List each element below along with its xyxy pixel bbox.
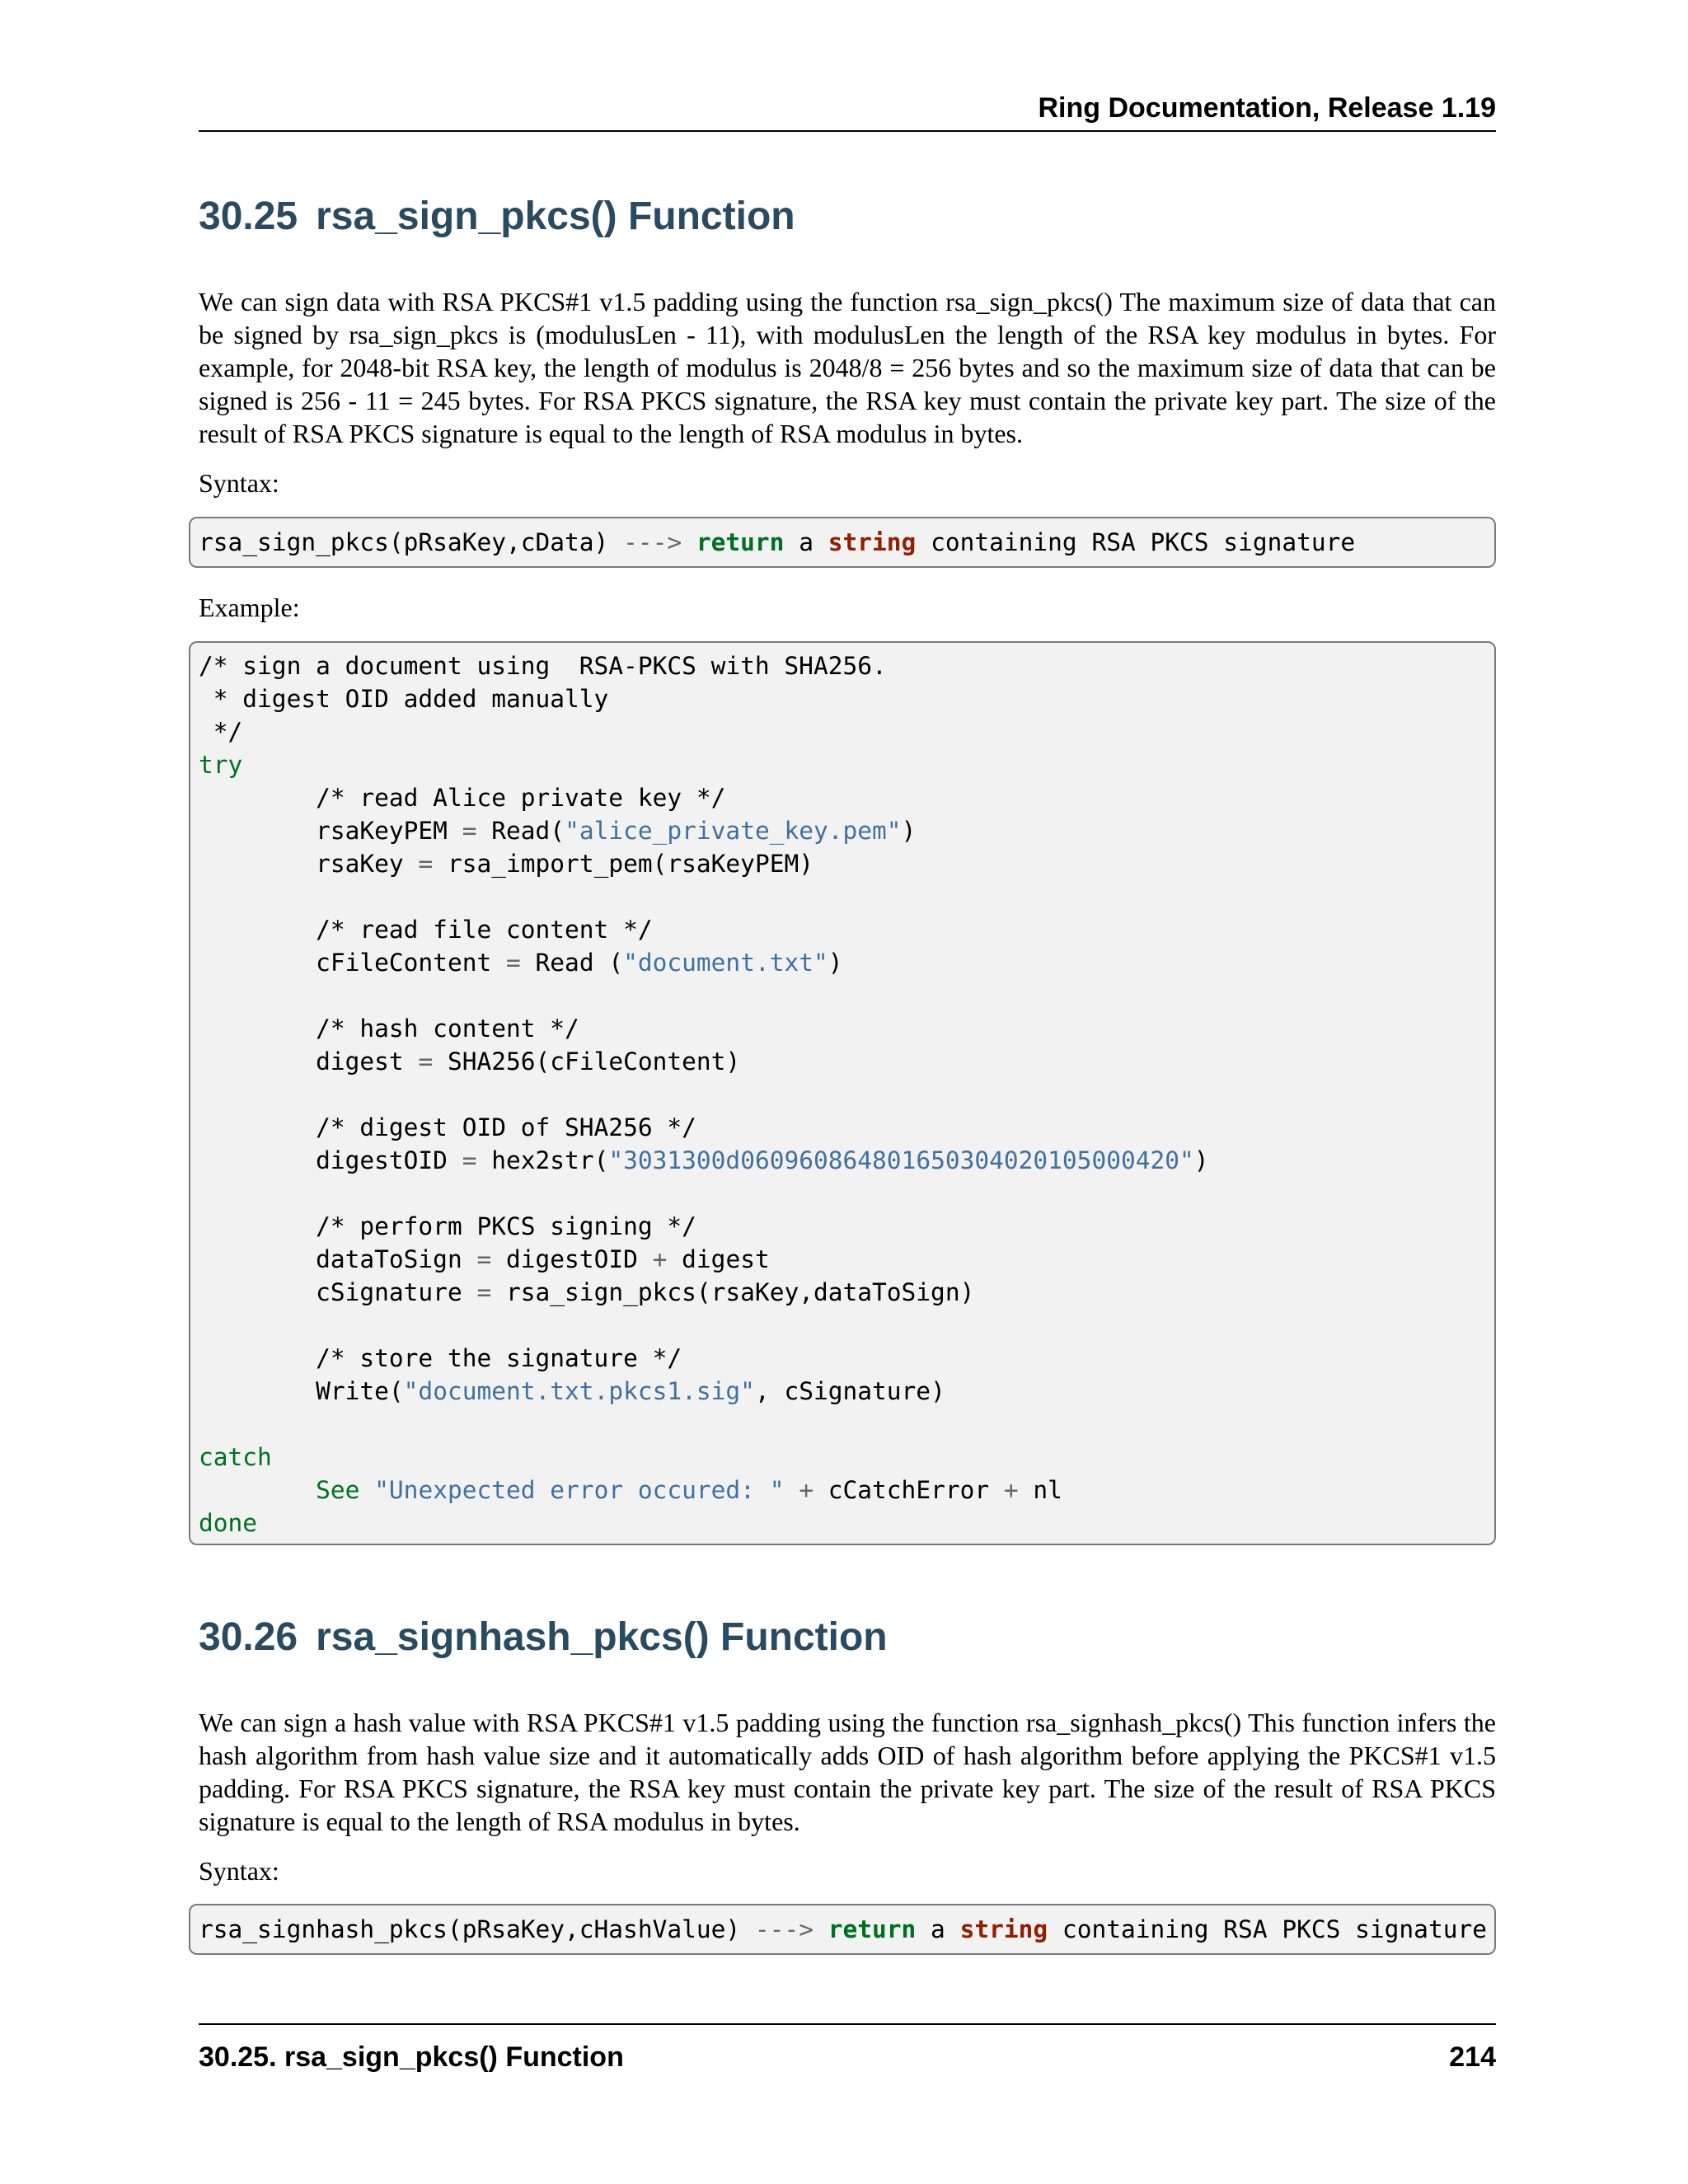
section-heading [199, 1613, 1496, 1662]
code-line [199, 682, 1486, 715]
code-text: rsa_signhash_pkcs(pRsaKey,cHashValue) [199, 1915, 755, 1943]
code-line [199, 1408, 1486, 1441]
code-line [199, 649, 1486, 682]
code-call: SHA256(cFileContent) [447, 1047, 741, 1076]
code-arrow: ---> [754, 1915, 814, 1943]
code-line [199, 1078, 1486, 1111]
page-header [199, 92, 1496, 132]
code-identifier: digestOID [316, 1146, 448, 1174]
section-heading [199, 192, 1496, 241]
section-title: rsa_signhash_pkcs() Function [316, 1615, 888, 1659]
code-call: Read( [491, 817, 565, 845]
code-comment: /* digest OID of SHA256 */ [316, 1113, 696, 1141]
code-string: "alice_private_key.pem" [565, 817, 902, 845]
code-text: containing RSA PKCS signature [1048, 1915, 1487, 1943]
syntax-code-block [189, 1904, 1496, 1955]
code-comment: /* read file content */ [316, 916, 653, 944]
code-identifier: dataToSign [316, 1245, 462, 1273]
code-identifier: cFileContent [316, 949, 492, 977]
code-line [199, 913, 1486, 946]
code-call: rsa_sign_pkcs(rsaKey,dataToSign) [506, 1278, 975, 1306]
section1-example-label-wrap [199, 591, 1496, 624]
code-line [199, 1111, 1486, 1144]
code-identifier: digest [682, 1245, 770, 1273]
code-comment: /* perform PKCS signing */ [316, 1212, 696, 1240]
code-line: digestOID = hex2str("3031300d060960864801650304020105000420") [316, 1146, 1209, 1174]
code-line [199, 979, 1486, 1012]
code-comment: /* hash content */ [316, 1015, 579, 1043]
code-text: containing RSA PKCS signature [916, 528, 1356, 556]
code-identifier: rsaKeyPEM [316, 817, 448, 845]
code-identifier: digest [316, 1047, 404, 1076]
code-comment: /* store the signature */ [316, 1344, 682, 1372]
code-line [199, 715, 1486, 748]
code-comment: /* read Alice private key */ [316, 784, 726, 812]
code-call: Read ( [535, 949, 624, 977]
code-line: cSignature = rsa_sign_pkcs(rsaKey,dataToSign) [316, 1278, 975, 1306]
code-line [199, 781, 1486, 814]
code-comment: */ [199, 718, 243, 746]
code-string: "document.txt.pkcs1.sig" [403, 1377, 755, 1405]
code-arrow: ---> [623, 528, 682, 556]
code-identifier: rsaKey [316, 850, 404, 878]
code-line [199, 748, 1486, 781]
code-line [199, 1342, 1486, 1375]
code-line: dataToSign = digestOID + digest [316, 1245, 770, 1273]
code-line: cFileContent = Read ("document.txt") [316, 949, 843, 977]
syntax-label: Syntax: [199, 468, 279, 498]
syntax-code-block [189, 517, 1496, 568]
document-title: Ring Documentation, Release 1.19 [1038, 92, 1496, 124]
code-line [199, 1507, 1486, 1540]
code-keyword: done [199, 1509, 258, 1537]
code-string: "3031300d060960864801650304020105000420" [608, 1146, 1194, 1174]
code-comment: /* sign a document using RSA-PKCS with SHA256. [199, 652, 887, 680]
section2-syntax-label-wrap [199, 1854, 1496, 1887]
code-line: digest = SHA256(cFileContent) [316, 1047, 741, 1076]
section1-syntax-label-wrap [199, 466, 1496, 499]
code-type: string [828, 528, 917, 556]
section1-description [199, 285, 1496, 450]
page-footer [199, 2023, 1496, 2074]
code-identifier: cCatchError [828, 1476, 990, 1504]
code-line: rsaKey = rsa_import_pem(rsaKeyPEM) [316, 850, 814, 878]
code-call: rsa_import_pem(rsaKeyPEM) [447, 850, 814, 878]
code-call: Write( [316, 1377, 404, 1405]
code-line: See "Unexpected error occured: " + cCatchError + nl [316, 1476, 1062, 1504]
code-line: rsaKeyPEM = Read("alice_private_key.pem") [316, 817, 917, 845]
code-line [199, 1375, 1486, 1408]
code-text: , cSignature) [754, 1377, 945, 1405]
code-call: hex2str( [491, 1146, 609, 1174]
code-comment: * digest OID added manually [199, 685, 609, 713]
section-number: 30.26 [199, 1615, 298, 1659]
section1-paragraph: We can sign data with RSA PKCS#1 v1.5 padding using the function rsa_sign_pkcs() The maximum size of data that can be signed by rsa_sign_pkcs is (modulusLen - 11), with modulusLen the length of the RSA key modulus in bytes. For example, for 2048-bit RSA key, the length of modulus is 2048/8 = 256 bytes and so the maximum size of data that can be signed is 256 - 11 = 245 bytes. For RSA PKCS signature, the RSA key must contain the private key part. The size of the result of RSA PKCS signature is equal to the length of RSA modulus in bytes. [199, 287, 1496, 448]
code-keyword: return [696, 528, 785, 556]
code-line [199, 1012, 1486, 1045]
code-text: rsa_sign_pkcs(pRsaKey,cData) [199, 528, 624, 556]
section-title: rsa_sign_pkcs() Function [316, 194, 795, 238]
code-line [199, 880, 1486, 913]
example-label: Example: [199, 593, 300, 622]
page-number: 214 [1449, 2041, 1496, 2073]
code-string: "Unexpected error occured: " [374, 1476, 785, 1504]
section2-paragraph: We can sign a hash value with RSA PKCS#1 v1.5 padding using the function rsa_signhash_pkcs() This function infers the hash algorithm from hash value size and it automatically adds OID of hash algorithm before applying the PKCS#1 v1.5 padding. For RSA PKCS signature, the RSA key must contain the private key part. The size of the result of RSA PKCS signature is equal to the length of RSA modulus in bytes. [199, 1708, 1496, 1836]
code-type: string [959, 1915, 1048, 1943]
code-string: "document.txt" [623, 949, 828, 977]
code-line [199, 1441, 1486, 1474]
code-line [199, 1177, 1486, 1210]
code-line [199, 1309, 1486, 1342]
example-code-block [189, 641, 1496, 1545]
code-line [199, 1210, 1486, 1243]
section-rsa-sign-pkcs [199, 192, 1496, 241]
section-rsa-signhash-pkcs [199, 1613, 1496, 1662]
section-number: 30.25 [199, 194, 298, 238]
code-text: a [784, 528, 828, 556]
code-identifier: nl [1033, 1476, 1062, 1504]
code-keyword: try [199, 751, 243, 779]
code-keyword: catch [199, 1443, 272, 1471]
code-keyword: See [316, 1476, 360, 1504]
code-identifier: cSignature [316, 1278, 462, 1306]
code-text: a [916, 1915, 960, 1943]
code-identifier: digestOID [506, 1245, 638, 1273]
footer-section-ref: 30.25. rsa_sign_pkcs() Function [199, 2041, 624, 2073]
section2-description [199, 1706, 1496, 1838]
syntax-label: Syntax: [199, 1856, 279, 1886]
code-keyword: return [828, 1915, 917, 1943]
